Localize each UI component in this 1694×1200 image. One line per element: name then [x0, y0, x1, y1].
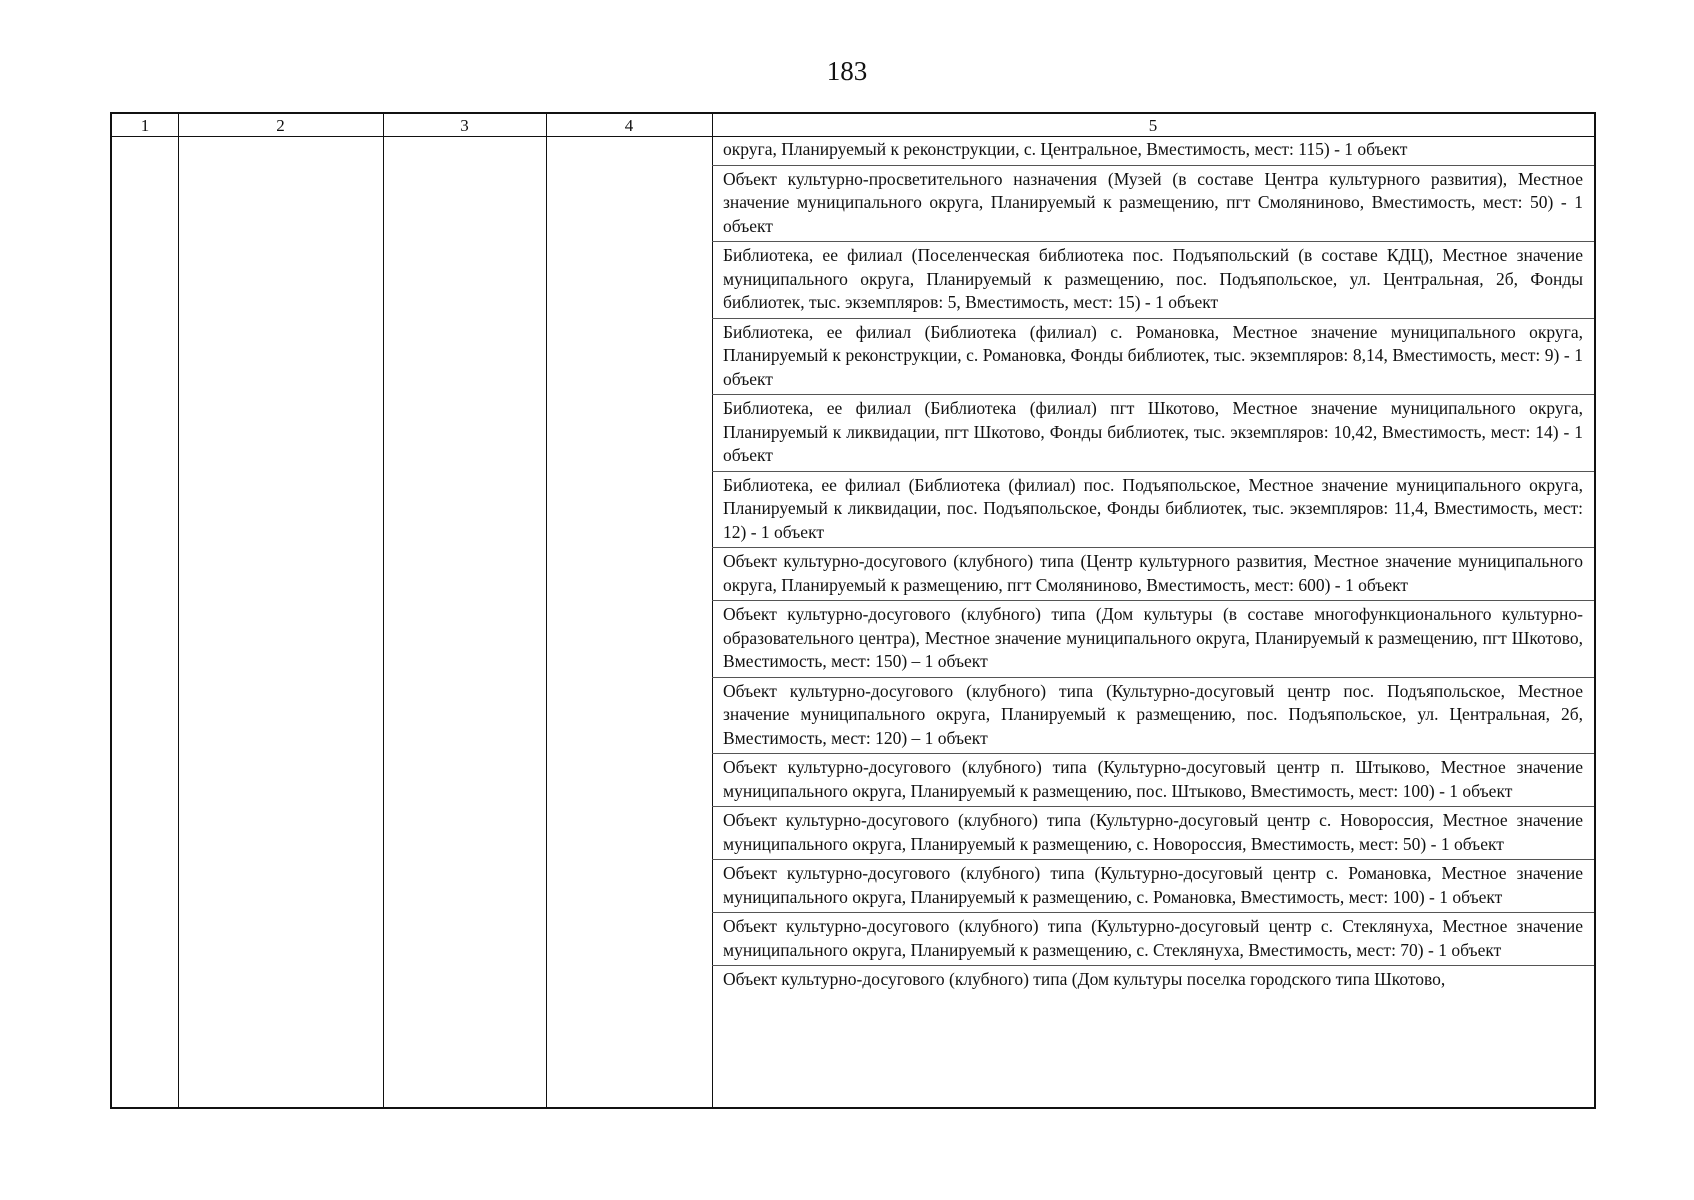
column-divider-3-4: [546, 114, 547, 1107]
column-divider-2-3: [383, 114, 384, 1107]
table-entry: Объект культурно-досугового (клубного) типа (Культурно-досуговый центр с. Романовка, Местное значение муниципального округа, Планируемый к размещению, с. Романовка, Вместимость, мест: 100) - 1 объект: [712, 860, 1594, 913]
header-cell-2: 2: [276, 116, 285, 135]
table-entry: Объект культурно-досугового (клубного) типа (Культурно-досуговый центр п. Штыково, Местное значение муниципального округа, Планируемый к размещению, пос. Штыково, Вместимость, мест: 100) - 1 объект: [712, 754, 1594, 807]
header-cell-3: 3: [460, 116, 469, 135]
table-entry: Библиотека, ее филиал (Библиотека (филиал) пгт Шкотово, Местное значение муниципального округа, Планируемый к ликвидации, пгт Шкотово, Фонды библиотек, тыс. экземпляров: 10,42, Вместимость, мест: 14) - 1 объект: [712, 395, 1594, 472]
header-cell-5: 5: [1148, 116, 1158, 135]
header-cell-4: 4: [624, 116, 634, 135]
table-entry: Объект культурно-досугового (клубного) типа (Культурно-досуговый центр с. Новороссия, Местное значение муниципального округа, Планируемый к размещению, с. Новороссия, Вместимость, мест: 50) - 1 объект: [712, 807, 1594, 860]
table-entry: Библиотека, ее филиал (Библиотека (филиал) пос. Подъяпольское, Местное значение муниципального округа, Планируемый к ликвидации, пос. Подъяпольское, Фонды библиотек, тыс. экземпляров: 11,4, Вместимость, мест: 12) - 1 объект: [712, 472, 1594, 549]
header-cell-1: 1: [140, 116, 150, 135]
document-table: [110, 112, 1596, 1109]
column-divider-1-2: [178, 114, 179, 1107]
table-entry: Объект культурно-досугового (клубного) типа (Дом культуры поселка городского типа Шкотово,: [723, 969, 1446, 989]
table-entry: округа, Планируемый к реконструкции, с. Центральное, Вместимость, мест: 115) - 1 объект: [712, 136, 1594, 166]
table-entry: Объект культурно-досугового (клубного) типа (Дом культуры (в составе многофункционального культурно-образовательного центра), Местное значение муниципального округа, Планируемый к размещению, пгт Шкотово, Вместимость, мест: 150) – 1 объект: [712, 601, 1594, 678]
table-entry: Объект культурно-просветительного назначения (Музей (в составе Центра культурного развития), Местное значение муниципального округа, Планируемый к размещению, пгт Смоляниново, Вместимость, мест: 50) - 1 объект: [712, 166, 1594, 243]
table-entry: Объект культурно-досугового (клубного) типа (Культурно-досуговый центр с. Стеклянуха, Местное значение муниципального округа, Планируемый к размещению, с. Стеклянуха, Вместимость, мест: 70) - 1 объект: [712, 913, 1594, 966]
table-entry: Библиотека, ее филиал (Библиотека (филиал) с. Романовка, Местное значение муниципального округа, Планируемый к реконструкции, с. Романовка, Фонды библиотек, тыс. экземпляров: 8,14, Вместимость, мест: 9) - 1 объект: [712, 319, 1594, 396]
table-entry: Объект культурно-досугового (клубного) типа (Культурно-досуговый центр пос. Подъяпольское, Местное значение муниципального округа, Планируемый к размещению, пос. Подъяпольское, ул. Центральная, 2б, Вместимость, мест: 120) – 1 объект: [712, 678, 1594, 755]
table-entry: Библиотека, ее филиал (Поселенческая библиотека пос. Подъяпольский (в составе КДЦ), Местное значение муниципального округа, Планируемый к размещению, пос. Подъяпольское, ул. Центральная, 2б, Фонды библиотек, тыс. экземпляров: 5, Вместимость, мест: 15) - 1 объект: [712, 242, 1594, 319]
column-5-content: [712, 136, 1594, 1107]
table-header-row: [112, 114, 1594, 137]
page-number: 183: [826, 56, 868, 86]
table-entry: Объект культурно-досугового (клубного) типа (Центр культурного развития, Местное значение муниципального округа, Планируемый к размещению, пгт Смоляниново, Вместимость, мест: 600) - 1 объект: [712, 548, 1594, 601]
